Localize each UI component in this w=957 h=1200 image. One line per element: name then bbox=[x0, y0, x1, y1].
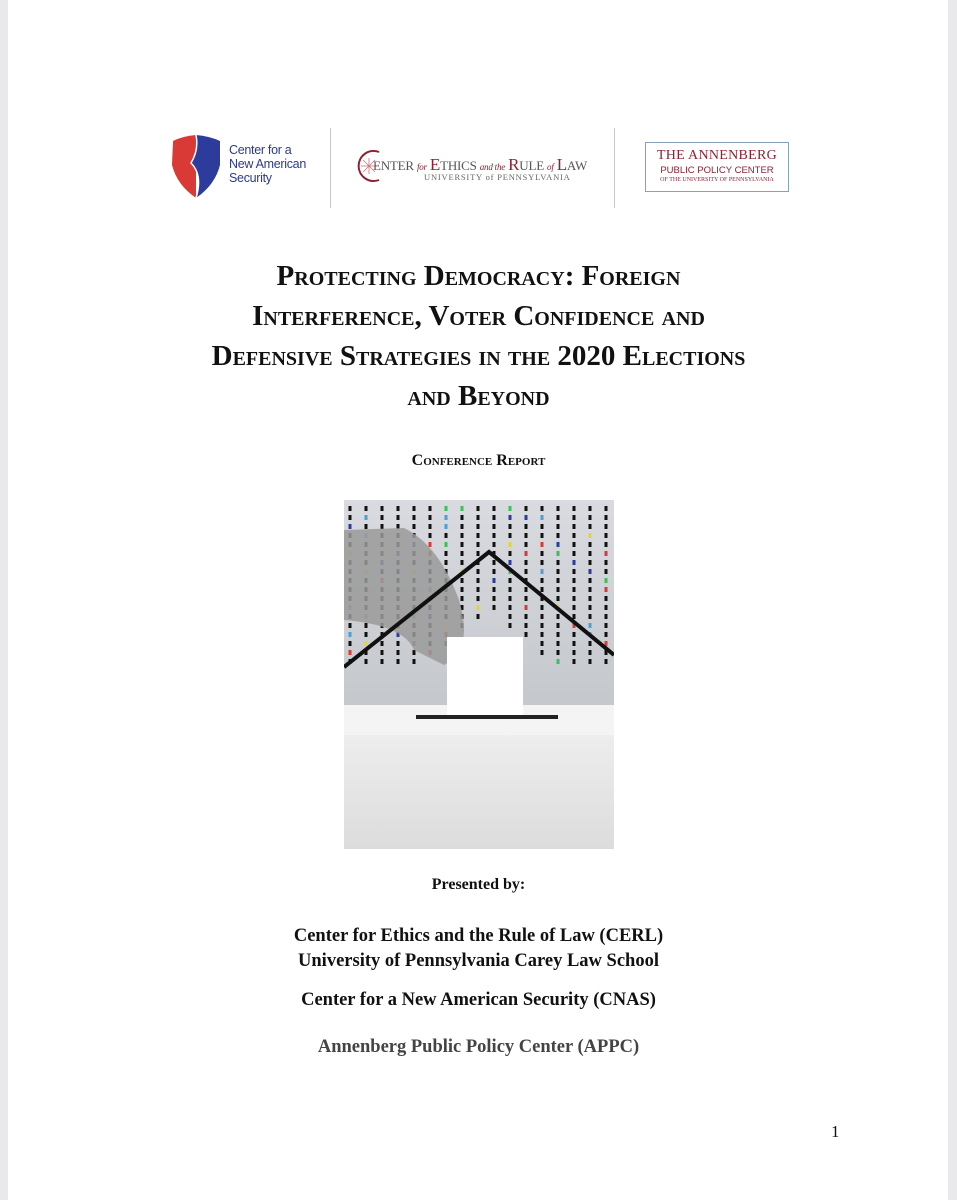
pattern-dot bbox=[557, 641, 560, 646]
pattern-dot bbox=[573, 596, 576, 601]
cerl-word: of bbox=[547, 162, 554, 172]
pattern-dot bbox=[573, 578, 576, 583]
pattern-dot bbox=[445, 542, 448, 547]
pattern-dot bbox=[525, 524, 528, 529]
pattern-dot bbox=[525, 542, 528, 547]
pattern-dot bbox=[477, 614, 480, 619]
pattern-dot bbox=[349, 641, 352, 646]
appc-logo bbox=[645, 142, 789, 192]
pattern-dot bbox=[493, 524, 496, 529]
cnas-shield-logo bbox=[169, 135, 223, 200]
org-cnas: Center for a New American Security (CNAS) bbox=[301, 990, 656, 1010]
pattern-dot bbox=[461, 524, 464, 529]
pattern-dot bbox=[541, 614, 544, 619]
pattern-dot bbox=[557, 659, 560, 664]
pattern-dot bbox=[413, 650, 416, 655]
title-line: Protecting Democracy: Foreign bbox=[276, 260, 681, 292]
pattern-dot bbox=[557, 506, 560, 511]
pattern-dot bbox=[525, 632, 528, 637]
pattern-dot bbox=[525, 533, 528, 538]
pattern-dot bbox=[445, 551, 448, 556]
pattern-dot bbox=[525, 623, 528, 628]
cnas-line: New American bbox=[229, 157, 306, 171]
pattern-dot bbox=[573, 542, 576, 547]
pattern-dot bbox=[477, 515, 480, 520]
pattern-dot bbox=[589, 506, 592, 511]
pattern-dot bbox=[365, 641, 368, 646]
pattern-dot bbox=[461, 596, 464, 601]
pattern-dot bbox=[605, 632, 608, 637]
pattern-dot bbox=[413, 659, 416, 664]
pattern-dot bbox=[573, 551, 576, 556]
pattern-dot bbox=[589, 605, 592, 610]
pattern-dot bbox=[525, 614, 528, 619]
appc-line: OF THE UNIVERSITY OF PENNSYLVANIA bbox=[660, 177, 774, 183]
pattern-dot bbox=[541, 524, 544, 529]
pattern-dot bbox=[461, 560, 464, 565]
pattern-dot bbox=[461, 578, 464, 583]
cerl-word: and the bbox=[479, 162, 506, 172]
pattern-dot bbox=[573, 605, 576, 610]
pattern-dot bbox=[605, 524, 608, 529]
pattern-dot bbox=[589, 560, 592, 565]
pattern-dot bbox=[573, 569, 576, 574]
pattern-dot bbox=[573, 632, 576, 637]
pattern-dot bbox=[541, 560, 544, 565]
pattern-dot bbox=[541, 641, 544, 646]
pattern-dot bbox=[541, 515, 544, 520]
pattern-dot bbox=[397, 659, 400, 664]
pattern-dot bbox=[589, 650, 592, 655]
pattern-dot bbox=[509, 623, 512, 628]
pattern-dot bbox=[573, 614, 576, 619]
pattern-dot bbox=[589, 524, 592, 529]
pattern-dot bbox=[349, 650, 352, 655]
appc-line: THE ANNENBERG bbox=[656, 148, 778, 163]
pattern-dot bbox=[573, 515, 576, 520]
report-title bbox=[0, 256, 957, 416]
pattern-dot bbox=[381, 515, 384, 520]
pattern-dot bbox=[397, 515, 400, 520]
pattern-dot bbox=[589, 641, 592, 646]
pattern-dot bbox=[589, 614, 592, 619]
pattern-dot bbox=[493, 587, 496, 592]
pattern-dot bbox=[493, 605, 496, 610]
pattern-dot bbox=[573, 641, 576, 646]
title-line: and Beyond bbox=[407, 380, 550, 412]
cerl-word: R bbox=[508, 155, 520, 174]
pattern-dot bbox=[349, 524, 352, 529]
pattern-dot bbox=[557, 587, 560, 592]
pattern-dot bbox=[365, 632, 368, 637]
pattern-dot bbox=[445, 524, 448, 529]
cerl-word: E bbox=[429, 155, 441, 174]
title-line: Interference, Voter Confidence and bbox=[252, 300, 705, 332]
pattern-dot bbox=[365, 623, 368, 628]
pattern-dot bbox=[589, 551, 592, 556]
pattern-dot bbox=[589, 578, 592, 583]
logo-divider bbox=[330, 128, 331, 208]
pattern-dot bbox=[557, 632, 560, 637]
pattern-dot bbox=[493, 506, 496, 511]
pattern-dot bbox=[589, 533, 592, 538]
pattern-dot bbox=[557, 551, 560, 556]
pattern-dot bbox=[525, 587, 528, 592]
pattern-dot bbox=[477, 605, 480, 610]
pattern-dot bbox=[461, 587, 464, 592]
pattern-dot bbox=[573, 524, 576, 529]
pattern-dot bbox=[557, 524, 560, 529]
cnas-line: Center for a bbox=[229, 143, 292, 157]
pattern-dot bbox=[525, 560, 528, 565]
pattern-dot bbox=[445, 533, 448, 538]
pattern-dot bbox=[349, 515, 352, 520]
pattern-dot bbox=[525, 551, 528, 556]
pattern-dot bbox=[477, 551, 480, 556]
pattern-dot bbox=[605, 506, 608, 511]
pattern-dot bbox=[509, 506, 512, 511]
pattern-dot bbox=[461, 551, 464, 556]
pattern-dot bbox=[589, 587, 592, 592]
report-subtitle: Conference Report bbox=[411, 452, 546, 469]
pattern-dot bbox=[541, 506, 544, 511]
pattern-dot bbox=[605, 605, 608, 610]
cerl-logo-subtitle: UNIVERSITY of PENNSYLVANIA bbox=[424, 172, 571, 182]
pattern-dot bbox=[605, 542, 608, 547]
pattern-dot bbox=[541, 569, 544, 574]
pattern-dot bbox=[477, 506, 480, 511]
logo-divider bbox=[614, 128, 615, 208]
pattern-dot bbox=[509, 551, 512, 556]
pattern-dot bbox=[413, 515, 416, 520]
pattern-dot bbox=[557, 533, 560, 538]
pattern-dot bbox=[557, 542, 560, 547]
pattern-dot bbox=[365, 506, 368, 511]
cerl-word: L bbox=[556, 155, 567, 174]
pattern-dot bbox=[509, 533, 512, 538]
pattern-dot bbox=[605, 587, 608, 592]
pattern-dot bbox=[509, 542, 512, 547]
pattern-dot bbox=[397, 641, 400, 646]
pattern-dot bbox=[541, 650, 544, 655]
pattern-dot bbox=[573, 659, 576, 664]
pattern-dot bbox=[541, 587, 544, 592]
org-cerl: Center for Ethics and the Rule of Law (CERL) bbox=[293, 926, 664, 946]
pattern-dot bbox=[589, 569, 592, 574]
pattern-dot bbox=[589, 542, 592, 547]
pattern-dot bbox=[573, 506, 576, 511]
pattern-dot bbox=[397, 506, 400, 511]
pattern-dot bbox=[541, 533, 544, 538]
pattern-dot bbox=[429, 533, 432, 538]
pattern-dot bbox=[429, 506, 432, 511]
pattern-dot bbox=[541, 578, 544, 583]
pattern-dot bbox=[493, 542, 496, 547]
pattern-dot bbox=[493, 596, 496, 601]
pattern-dot bbox=[397, 650, 400, 655]
pattern-dot bbox=[461, 533, 464, 538]
pattern-dot bbox=[493, 533, 496, 538]
pattern-dot bbox=[349, 623, 352, 628]
pattern-dot bbox=[365, 659, 368, 664]
pattern-dot bbox=[509, 578, 512, 583]
pattern-dot bbox=[445, 506, 448, 511]
pattern-dot bbox=[541, 551, 544, 556]
pattern-dot bbox=[493, 560, 496, 565]
pattern-dot bbox=[429, 524, 432, 529]
pattern-dot bbox=[541, 605, 544, 610]
pattern-dot bbox=[525, 506, 528, 511]
pattern-dot bbox=[413, 506, 416, 511]
pattern-dot bbox=[461, 515, 464, 520]
pattern-dot bbox=[589, 515, 592, 520]
pattern-dot bbox=[477, 587, 480, 592]
pattern-dot bbox=[509, 587, 512, 592]
pattern-dot bbox=[525, 605, 528, 610]
pattern-dot bbox=[541, 632, 544, 637]
cnas-line: Security bbox=[229, 171, 272, 185]
pattern-dot bbox=[573, 650, 576, 655]
pattern-dot bbox=[605, 623, 608, 628]
org-penn-law: University of Pennsylvania Carey Law School bbox=[298, 951, 659, 971]
pattern-dot bbox=[509, 605, 512, 610]
cover-image-ballot-box bbox=[344, 500, 614, 849]
pattern-dot bbox=[605, 533, 608, 538]
cerl-word: THICS bbox=[440, 158, 477, 173]
pattern-dot bbox=[413, 524, 416, 529]
pattern-dot bbox=[525, 515, 528, 520]
pattern-dot bbox=[349, 506, 352, 511]
pattern-dot bbox=[557, 578, 560, 583]
pattern-dot bbox=[365, 524, 368, 529]
cerl-word: AW bbox=[566, 158, 588, 173]
pattern-dot bbox=[381, 659, 384, 664]
pattern-dot bbox=[605, 560, 608, 565]
pattern-dot bbox=[589, 596, 592, 601]
pattern-dot bbox=[509, 524, 512, 529]
pattern-dot bbox=[605, 659, 608, 664]
pattern-dot bbox=[605, 569, 608, 574]
pattern-dot bbox=[557, 569, 560, 574]
pattern-dot bbox=[477, 569, 480, 574]
pattern-dot bbox=[493, 569, 496, 574]
pattern-dot bbox=[477, 533, 480, 538]
pattern-dot bbox=[445, 560, 448, 565]
pattern-dot bbox=[557, 596, 560, 601]
pattern-dot bbox=[525, 596, 528, 601]
pattern-dot bbox=[589, 659, 592, 664]
org-appc: Annenberg Public Policy Center (APPC) bbox=[317, 1037, 640, 1057]
pattern-dot bbox=[557, 560, 560, 565]
pattern-dot bbox=[349, 632, 352, 637]
pattern-dot bbox=[605, 515, 608, 520]
pattern-dot bbox=[509, 596, 512, 601]
pattern-dot bbox=[461, 506, 464, 511]
pattern-dot bbox=[429, 542, 432, 547]
pattern-dot bbox=[381, 650, 384, 655]
pattern-dot bbox=[589, 623, 592, 628]
pattern-dot bbox=[573, 533, 576, 538]
pattern-dot bbox=[557, 515, 560, 520]
pattern-dot bbox=[477, 542, 480, 547]
title-line: Defensive Strategies in the 2020 Elections bbox=[211, 340, 746, 372]
pattern-dot bbox=[541, 542, 544, 547]
cerl-word: ULE bbox=[519, 158, 544, 173]
pattern-dot bbox=[605, 551, 608, 556]
pattern-dot bbox=[509, 614, 512, 619]
pattern-dot bbox=[525, 569, 528, 574]
pattern-dot bbox=[509, 515, 512, 520]
pattern-dot bbox=[573, 560, 576, 565]
pattern-dot bbox=[573, 587, 576, 592]
cnas-logo-text bbox=[229, 143, 306, 185]
pattern-dot bbox=[605, 614, 608, 619]
pattern-dot bbox=[477, 524, 480, 529]
pattern-dot bbox=[493, 515, 496, 520]
pattern-dot bbox=[461, 542, 464, 547]
pattern-dot bbox=[493, 578, 496, 583]
pattern-dot bbox=[429, 515, 432, 520]
pattern-dot bbox=[477, 578, 480, 583]
page-number: 1 bbox=[831, 1122, 840, 1141]
cerl-word: for bbox=[416, 162, 427, 172]
ballot-paper bbox=[447, 637, 523, 717]
pattern-dot bbox=[381, 524, 384, 529]
ballot-slot bbox=[416, 715, 558, 719]
pattern-dot bbox=[509, 560, 512, 565]
pattern-dot bbox=[365, 515, 368, 520]
pattern-dot bbox=[605, 596, 608, 601]
pattern-dot bbox=[557, 650, 560, 655]
pattern-dot bbox=[541, 623, 544, 628]
pattern-dot bbox=[381, 641, 384, 646]
pattern-dot bbox=[605, 578, 608, 583]
pattern-dot bbox=[381, 506, 384, 511]
pattern-dot bbox=[445, 515, 448, 520]
presented-by-label: Presented by: bbox=[431, 876, 526, 893]
appc-line: PUBLIC POLICY CENTER bbox=[660, 165, 774, 176]
pattern-dot bbox=[557, 623, 560, 628]
cerl-word: ENTER bbox=[373, 158, 414, 173]
pattern-dot bbox=[557, 614, 560, 619]
pattern-dot bbox=[477, 596, 480, 601]
